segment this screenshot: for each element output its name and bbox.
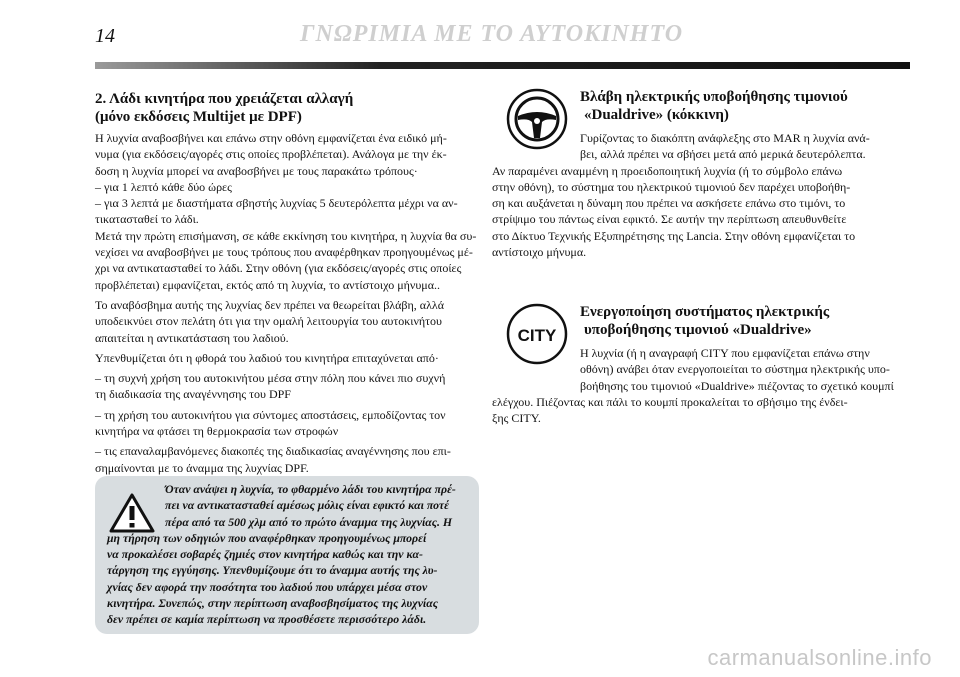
oil-paragraph [95, 350, 482, 366]
oil-paragraph [95, 297, 482, 346]
warning-text-line: να προκαλέσει σοβαρές ζημιές στον κινητήρα καθώς και την κα- [107, 547, 423, 562]
steering-fault-section [492, 86, 912, 266]
header-rule [95, 62, 910, 69]
steering-text-line: Γυρίζοντας το διακόπτη ανάφλεξης στο MAR η λυχνία ανά- [580, 131, 870, 145]
warning-text-line: μη τήρηση των οδηγιών που αναφέρθηκαν προηγουμένως μπορεί [107, 530, 427, 545]
steering-text-line: αντίστοιχο μήνυμα. [492, 245, 587, 260]
city-icon-label: CITY [517, 326, 557, 345]
oil-text-line: δοση η λυχνία μπορεί να αναβοσβήνει με τους παρακάτω τρόπους· [95, 163, 418, 178]
oil-text-line: απαιτείται η αντικατάσταση του λαδιού. [95, 330, 289, 345]
steering-text-line: στο Δίκτυο Τεχνικής Εξυπηρέτησης της Lancia. Στην οθόνη εμφανίζεται το [492, 228, 856, 243]
oil-text-line: Μετά την πρώτη επισήμανση, σε κάθε εκκίνηση του κινητήρα, η λυχνία θα συ- [95, 228, 477, 243]
page-number: 14 [95, 25, 115, 47]
oil-text-line: – τη χρήση του αυτοκινήτου για σύντομες αποστάσεις, εμποδίζοντας τον [95, 407, 446, 422]
oil-paragraph [95, 443, 482, 476]
city-section [492, 301, 912, 431]
oil-text-line: κινητήρα να φτάσει τη θερμοκρασία των στροφών [95, 424, 339, 439]
page-header-title: ΓΝΩΡΙΜΙΑ ΜΕ ΤΟ ΑΥΤΟΚΙΝΗΤΟ [300, 21, 684, 47]
warning-text [107, 481, 467, 628]
steering-title-line: «Dualdrive» (κόκκινη) [584, 107, 729, 123]
oil-text-line: – τη συχνή χρήση του αυτοκινήτου μέσα στην πόλη που κάνει πιο συχνή [95, 371, 446, 386]
oil-text-line: νεχίσει να αναβοσβήνει με τους τρόπους που αναφέρθηκαν προηγουμένως μέ- [95, 245, 473, 260]
oil-paragraph [95, 370, 482, 403]
city-title [580, 303, 829, 339]
warning-text-line: Όταν ανάψει η λυχνία, το φθαρμένο λάδι του κινητήρα πρέ- [165, 482, 456, 496]
oil-text-line: – για 1 λεπτό κάθε δύο ώρες [95, 179, 232, 194]
steering-text-line: στρίψιμο του πάντως είναι εφικτό. Σε αυτήν την περίπτωση απευθυνθείτε [492, 212, 847, 227]
warning-text-line: κινητήρα. Συνεπώς, στην περίπτωση αναβοσβησίματος της λυχνίας [107, 596, 438, 611]
oil-text-line: προβλέπεται) εμφανίζεται, εκτός από τη λυχνία, το αντίστοιχο μήνυμα.. [95, 277, 441, 292]
city-text-line: ελέγχου. Πιέζοντας και πάλι το κουμπί προκαλείται το σβήσιμο της ένδει- [492, 394, 848, 409]
city-title-line: Ενεργοποίηση συστήματος ηλεκτρικής [580, 304, 830, 320]
oil-paragraph [95, 407, 482, 440]
city-text-line: Η λυχνία (ή η αναγραφή CITY που εμφανίζεται επάνω στην [580, 346, 870, 360]
left-column [95, 90, 482, 480]
steering-fault-body [492, 130, 898, 260]
oil-paragraph [95, 130, 482, 293]
oil-text-line: Υπενθυμίζεται ότι η φθορά του λαδιού του κινητήρα επιταχύνεται από· [95, 350, 439, 365]
oil-section-title [95, 90, 482, 126]
steering-text-line: ση και αυξάνεται η δύναμη που πρέπει να ασκήσετε επάνω στο τιμόνι, το [492, 196, 846, 211]
oil-text-line: χρι να αντικατασταθεί το λάδι. Στην οθόνη (για εκδόσεις/αγορές στις οποίες [95, 261, 462, 276]
warning-text-line: πέρα από τα 500 χλμ από το πρώτο άναμμα της λυχνίας. Η [165, 514, 453, 529]
oil-text-line: τη διαδικασία της αναγέννησης του DPF [95, 387, 291, 402]
steering-title-line: Βλάβη ηλεκτρικής υποβοήθησης τιμονιού [580, 89, 848, 105]
steering-fault-title [580, 88, 848, 124]
warning-text-line: δεν πρέπει σε καμία περίπτωση να προσθέσετε περισσότερο λάδι. [107, 612, 427, 627]
oil-text-line: τικατασταθεί το λάδι. [95, 212, 199, 227]
city-body [492, 345, 898, 426]
oil-title-line: 2. Λάδι κινητήρα που χρειάζεται αλλαγή [95, 91, 354, 107]
city-title-line: υποβοήθησης τιμονιού «Dualdrive» [584, 322, 812, 338]
watermark: carmanualsonline.info [707, 645, 932, 670]
oil-text-line: – για 3 λεπτά με διαστήματα σβηστής λυχνίας 5 δευτερόλεπτα μέχρι να αν- [95, 196, 458, 211]
oil-text-line: – τις επαναλαμβανόμενες διακοπές της διαδικασίας αναγέννησης που επι- [95, 444, 451, 459]
oil-text-line: Η λυχνία αναβοσβήνει και επάνω στην οθόνη εμφανίζεται ένα ειδικό μή- [95, 131, 447, 145]
city-text-line: βοήθησης του τιμονιού «Dualdrive» πιέζοντας το σχετικό κουμπί [580, 378, 894, 393]
oil-title-line: (μόνο εκδόσεις Multijet με DPF) [95, 109, 302, 125]
oil-text-line: σημαίνονται με το άναμμα της λυχνίας DPF. [95, 460, 309, 475]
warning-text-line: χνίας δεν αφορά την ποσότητα του λαδιού που υπάρχει μέσα στον [107, 579, 428, 594]
warning-box [95, 476, 479, 634]
city-text-line: οθόνη) ανάβει όταν ενεργοποιείται το σύστημα ηλεκτρικής υπο- [580, 362, 890, 377]
steering-text-line: βει, αλλά πρέπει να σβήσει μετά από μερικά δευτερόλεπτα. [580, 147, 866, 162]
oil-text-line: Το αναβόσβημα αυτής της λυχνίας δεν πρέπει να θεωρείται βλάβη, αλλά [95, 297, 444, 312]
steering-text-line: Αν παραμένει αναμμένη η προειδοποιητική λυχνία (ή το σύμβολο επάνω [492, 163, 843, 178]
warning-text-line: τάργηση της εγγύησης. Υπενθυμίζουμε ότι το άναμμα αυτής της λυ- [107, 563, 438, 578]
steering-text-line: στην οθόνη), το σύστημα του ηλεκτρικού τιμονιού δεν παρέχει υποβοήθη- [492, 179, 851, 194]
city-text-line: ξης CITY. [492, 411, 541, 426]
warning-text-line: πει να αντικατασταθεί αμέσως μόλις είναι εφικτό και ποτέ [165, 498, 449, 513]
oil-text-line: υποδεικνύει στον πελάτη ότι για την ομαλή λειτουργία του αυτοκινήτου [95, 314, 442, 329]
oil-text-line: νυμα (για εκδόσεις/αγορές στις οποίες προβλέπεται). Ανάλογα με την έκ- [95, 147, 447, 162]
